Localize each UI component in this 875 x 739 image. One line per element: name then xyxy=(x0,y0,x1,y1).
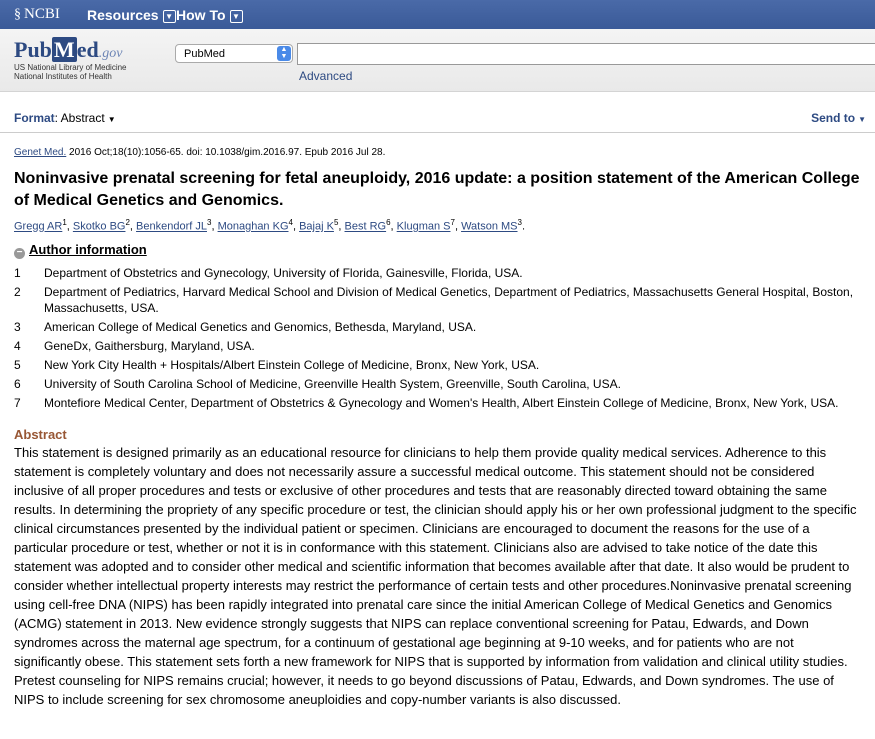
resources-label: Resources xyxy=(87,7,159,23)
howto-label: How To xyxy=(176,7,226,23)
author-affil-sup: 3 xyxy=(517,218,522,227)
affiliation-number: 2 xyxy=(14,284,21,299)
author-link[interactable]: Skotko BG xyxy=(72,220,126,233)
send-to-label: Send to xyxy=(811,111,856,125)
list-item xyxy=(14,338,862,354)
author-link[interactable]: Bajaj K xyxy=(299,220,334,233)
pubmed-wordmark xyxy=(14,37,127,63)
author-affil-sup: 6 xyxy=(386,218,391,227)
affiliation-number: 1 xyxy=(14,265,21,280)
logo-subtitle-nlm: US National Library of Medicine xyxy=(14,63,127,72)
send-to-menu[interactable] xyxy=(811,111,866,125)
author-link[interactable]: Monaghan KG xyxy=(217,220,289,233)
author-link[interactable]: Best RG xyxy=(344,220,387,233)
affiliation-number: 5 xyxy=(14,357,21,372)
logo-pub: Pub xyxy=(14,37,52,62)
format-selector[interactable] xyxy=(14,111,116,125)
author-link[interactable]: Watson MS xyxy=(461,220,518,233)
search-input[interactable] xyxy=(297,43,875,65)
affiliation-text: Department of Pediatrics, Harvard Medical School and Division of Medical Genetics, Department of Pediatrics, Massachusetts General Hospital, Boston, Massachusetts, USA. xyxy=(44,284,854,315)
search-header xyxy=(0,29,875,92)
affiliation-number: 6 xyxy=(14,376,21,391)
author-list: Gregg $AR^1$, Skotko $BG^2$, Benkendorf $JL^3$, Monaghan $KG^4$, Bajaj $K^5$, Best $RG^6$, Klugman $S^7$, Watson $MS^3$. xyxy=(14,218,526,233)
article-content xyxy=(14,147,862,709)
list-item xyxy=(14,376,862,392)
affiliation-text: Department of Obstetrics and Gynecology, University of Florida, Gainesville, Florida, USA. xyxy=(44,265,523,280)
list-item xyxy=(14,319,862,335)
affiliation-list xyxy=(14,265,862,411)
citation xyxy=(14,147,862,158)
author-link[interactable]: Benkendorf JL xyxy=(136,220,207,233)
database-select[interactable] xyxy=(175,44,293,63)
list-item xyxy=(14,395,862,411)
ncbi-helix-icon: § xyxy=(14,7,21,22)
logo-ed: ed xyxy=(76,37,99,62)
advanced-search-link[interactable]: Advanced xyxy=(299,69,353,83)
chevron-down-icon: ▼ xyxy=(163,10,176,23)
author-information-toggle[interactable] xyxy=(14,242,862,259)
database-select-value: PubMed xyxy=(184,48,225,60)
caret-down-icon: ▼ xyxy=(107,115,116,124)
abstract-text: This statement is designed primarily as an educational resource for clinicians to help them provide quality medical services. Adherence to this statement is completely voluntary and does not necessarily assure a successful medical outcome. This statement should not be considered inclusive of all proper procedures and tests or exclusive of other procedures and tests that are reasonably directed toward obtaining the same results. In determining the propriety of any specific procedure or test, the clinician should apply his or her own professional judgment to the specific clinical circumstances presented by the individual patient or specimen. Clinicians are encouraged to document the reasons for the use of a particular procedure or test, whether or not it is in conformance with this statement. Clinicians also are advised to take notice of the date this statement was adopted and to consider other medical and scientific information that becomes available after that date. It also would be prudent to consider whether intellectual property interests may restrict the performance of certain tests and other procedures.Noninvasive prenatal screening using cell-free DNA (NIPS) has been rapidly integrated into prenatal care since the initial American College of Medical Genetics and Genomics (ACMG) statement in 2013. New evidence strongly suggests that NIPS can replace conventional screening for Patau, Edwards, and Down syndromes across the maternal age spectrum, for a continuum of gestational age beginning at 9-10 weeks, and for patients who are not significantly obese. This statement sets forth a new framework for NIPS that is supported by information from validation and clinical utility studies. Pretest counseling for NIPS remains crucial; however, it needs to go beyond discussions of Patau, Edwards, and Down syndromes. The use of NIPS to include screening for sex chromosome aneuploidies and copy-number variants is also discussed. xyxy=(14,444,857,707)
list-item xyxy=(14,284,862,316)
chevron-down-icon: ▼ xyxy=(230,10,243,23)
logo-gov: .gov xyxy=(98,46,123,61)
affiliation-text: GeneDx, Gaithersburg, Maryland, USA. xyxy=(44,338,255,353)
caret-down-icon: ▼ xyxy=(858,115,866,124)
author-link[interactable]: Gregg AR xyxy=(14,220,63,233)
affiliation-number: 7 xyxy=(14,395,21,410)
author-information-label: Author information xyxy=(29,241,147,257)
results-toolbar xyxy=(0,104,875,133)
list-item xyxy=(14,265,862,281)
howto-menu[interactable] xyxy=(176,7,243,23)
journal-link[interactable]: Genet Med. xyxy=(14,147,67,158)
pubmed-logo[interactable] xyxy=(14,37,127,81)
author-affil-sup: 5 xyxy=(333,218,339,227)
author-affil-sup: 2 xyxy=(125,218,130,227)
collapse-icon: − xyxy=(14,248,25,259)
list-item xyxy=(14,357,862,373)
logo-subtitle-nih: National Institutes of Health xyxy=(14,72,112,81)
author-affil-sup: 4 xyxy=(288,218,293,227)
format-value: : Abstract xyxy=(54,111,105,125)
ncbi-label: NCBI xyxy=(24,6,60,22)
select-arrows-icon: ▲ ▼ xyxy=(277,46,291,61)
author-link[interactable]: Klugman S xyxy=(396,220,451,233)
abstract-heading: Abstract xyxy=(14,426,67,442)
affiliation-number: 4 xyxy=(14,338,21,353)
ncbi-top-bar xyxy=(0,0,875,30)
affiliation-text: New York City Health + Hospitals/Albert Einstein College of Medicine, Bronx, New York, USA. xyxy=(44,357,540,372)
author-affil-sup: 1 xyxy=(62,218,67,227)
citation-details: 2016 Oct;18(10):1056-65. doi: 10.1038/gim.2016.97. Epub 2016 Jul 28. xyxy=(66,147,386,158)
affiliation-text: University of South Carolina School of Medicine, Greenville Health System, Greenville, South Carolina, USA. xyxy=(44,376,621,391)
resources-menu[interactable] xyxy=(87,7,176,23)
author-affil-sup: 3 xyxy=(206,218,212,227)
logo-m: M xyxy=(53,37,75,62)
format-label: Format xyxy=(14,111,55,125)
affiliation-text: American College of Medical Genetics and Genomics, Bethesda, Maryland, USA. xyxy=(44,319,477,334)
ncbi-logo[interactable] xyxy=(14,6,60,23)
author-affil-sup: 7 xyxy=(450,218,455,227)
article-title: Noninvasive prenatal screening for fetal aneuploidy, 2016 update: a position statement of the American College of Medical Genetics and Genomics. xyxy=(14,170,860,209)
affiliation-text: Montefiore Medical Center, Department of Obstetrics & Gynecology and Women's Health, Albert Einstein College of Medicine, Bronx, New York, USA. xyxy=(44,395,839,410)
affiliation-number: 3 xyxy=(14,319,21,334)
